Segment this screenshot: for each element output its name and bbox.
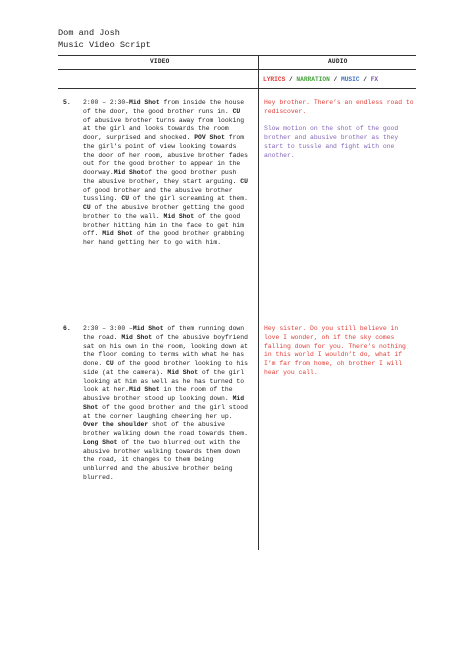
shot-text-segment: of the good brother and the girl stood at the corner laughing cheering her up. [83, 403, 248, 420]
legend-music: MUSIC [340, 76, 360, 83]
shot-text-segment: from inside the house of the door, the good brother runs in. [83, 99, 245, 115]
shot-text-segment: of the abusive brother getting the good brother to the wall. [83, 204, 245, 220]
direction-note: Slow motion on the shot of the good brother and abusive brother as they start to tussle and fight with one another. [264, 125, 399, 159]
shot-text-segment: of the abusive boyfriend sat on his own in the room, looking down at the floor coming to terms with what he has done. [83, 333, 248, 367]
shot-text-segment: of the girl looking at him as well as he has turned to look at her. [83, 368, 245, 394]
audio-column-heading: AUDIO [328, 58, 348, 65]
video-column-heading: VIDEO [150, 58, 170, 65]
shot-text-segment: shot of the abusive brother walking down the road towards them. [83, 421, 248, 437]
shot-type-term: Mid Shot [132, 325, 164, 332]
shot-type-term: Mid Shot [121, 333, 153, 341]
shot-type-term: POV Shot [194, 134, 225, 141]
shot-text-segment: of them running down the road. [83, 325, 245, 341]
shot-type-term: Mid Shot [102, 230, 133, 238]
audio-description [264, 325, 414, 378]
heading-divider [58, 69, 416, 70]
shot-type-term: Long Shot [83, 438, 118, 446]
shot-text-segment: of the good brother hitting him in the face to get him off. [83, 212, 245, 238]
table-top-border [58, 55, 416, 56]
header-subtitle: Music Video Script [58, 40, 151, 50]
legend-separator: / [359, 76, 371, 83]
shot-text-segment: from the girl’s point of view looking towards the door of her room, abusive brother fades out for the good brother to appear in the doorway. [83, 134, 248, 176]
row-number: 5. [63, 99, 71, 106]
video-shot-description [83, 99, 251, 248]
lyrics-text: Hey brother. There’s an endless road to rediscover. [264, 99, 414, 115]
shot-text-segment: in the room of the abusive brother stood up looking down. [83, 386, 233, 402]
legend-lyrics: LYRICS [263, 76, 286, 83]
shot-text-segment: of the two blurred out with the abusive brother walking towards them down the road, it changes to them being unblurred and the abusive brother being blurred. [83, 438, 241, 481]
header-title: Dom and Josh [58, 28, 120, 38]
shot-type-term: CU [121, 195, 130, 203]
shot-text-segment: 2:30 – 3:00 – [83, 325, 133, 332]
video-shot-description [83, 325, 251, 483]
shot-text-segment: of the good brother looking to his side (at the camera). [83, 360, 248, 376]
shot-type-term: Over the shoulder [83, 421, 149, 429]
shot-text-segment: of the good brother grabbing her hand getting her to go with him. [83, 230, 245, 246]
shot-text-segment: of abusive brother turns away from looking at the girl and looks towards the room door, surprised and shocked. [83, 116, 245, 141]
shot-text-segment: of good brother and the abusive brother tussling. [83, 186, 233, 203]
legend-separator: / [285, 76, 297, 83]
shot-type-term: CU [106, 360, 114, 367]
audio-color-legend [263, 76, 378, 83]
document-header [58, 27, 151, 51]
legend-divider [58, 88, 416, 89]
shot-type-term: Mid Shot [167, 368, 199, 376]
shot-type-term: CU [232, 107, 241, 115]
shot-type-term: Mid Shot [163, 212, 195, 220]
shot-type-term: Mid Shot [83, 395, 245, 411]
audio-description [264, 99, 414, 160]
shot-type-term: Mid Shot [129, 99, 160, 106]
shot-text-segment: of the girl screaming at them. [129, 195, 248, 203]
shot-text-segment: of the good brother push the abusive brother, they start arguing. [83, 169, 241, 185]
legend-separator: / [329, 76, 341, 83]
column-divider [258, 56, 259, 550]
legend-fx: FX [370, 76, 379, 83]
shot-type-term: Mid Shot [129, 386, 160, 394]
shot-type-term: CU [83, 204, 91, 211]
shot-text-segment: 2:00 – 2:30– [83, 99, 130, 106]
row-number: 6. [63, 325, 71, 332]
lyrics-text: Hey sister. Do you still believe in love I wonder, oh if the sky comes falling down for you. There’s nothing in this world I wouldn’t do, what if I’m far from home, oh brother I will hear you call. [264, 325, 406, 376]
legend-narration: NARRATION [296, 76, 330, 83]
shot-type-term: Mid Shot [113, 169, 145, 176]
shot-type-term: CU [240, 177, 248, 185]
